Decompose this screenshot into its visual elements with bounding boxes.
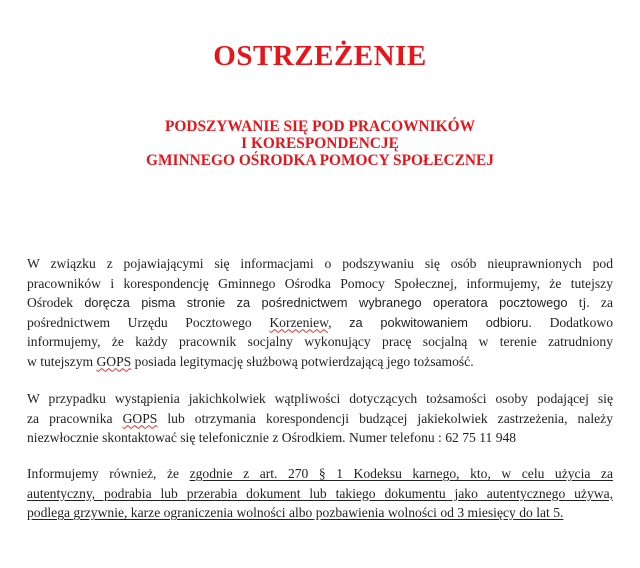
paragraph-contact-info <box>27 389 613 448</box>
receipt-confirmation-text: za pokwitowaniem odbioru. <box>349 314 532 330</box>
delivery-method-text: doręcza pisma stronie za pośrednictwem wybranego operatora pocztowego <box>84 295 568 310</box>
gops-abbrev: GOPS <box>122 410 158 426</box>
post-office-name: Korzeniew <box>269 314 329 330</box>
text-line: niezwłocznie skontaktować się telefonicznie z Ośrodkiem. Numer telefonu : 62 75 11 948 <box>27 430 517 445</box>
subtitle-line: GMINNEGO OŚRODKA POMOCY SPOŁECZNEJ <box>146 152 494 169</box>
text-line <box>27 313 613 333</box>
text-segment: tj. za <box>578 295 613 310</box>
legal-citation-line: autentyczny, podrabia lub przerabia dokument lub takiego dokumentu jako autentycznego używa, <box>27 485 613 501</box>
warning-title: OSTRZEŻENIE <box>213 40 427 72</box>
text-line <box>27 352 613 372</box>
text-segment: za pracownika <box>27 410 113 426</box>
text-segment: posiada legitymację służbową potwierdzającą jego tożsamość. <box>134 353 474 369</box>
text-segment: Informujemy również, że <box>27 466 180 481</box>
text-segment: lub otrzymania korespondencji budzącej jakiekolwiek zastrzeżenia, należy <box>167 410 613 426</box>
text-line: informujemy, że każdy pracownik socjalny wykonujący pracę socjalną w terenie zatrudniony <box>27 334 613 349</box>
text-segment: Ośrodek <box>27 295 74 310</box>
text-segment: pośrednictwem Urzędu Pocztowego <box>27 314 252 330</box>
text-segment: Dodatkowo <box>549 314 613 330</box>
text-segment: , <box>328 314 332 330</box>
paragraph-impersonation-info <box>27 254 613 371</box>
subtitle-line: I KORESPONDENCJĘ <box>241 135 399 152</box>
text-line <box>27 464 613 484</box>
legal-citation: zgodnie z art. 270 § 1 Kodeksu karnego, kto, w celu użycia za <box>189 466 613 481</box>
text-line: W związku z pojawiającymi się informacjami o podszywaniu się osób nieuprawnionych pod <box>27 256 613 271</box>
legal-citation-line: podlega grzywnie, karze ograniczenia wolności albo pozbawienia wolności od 3 miesięcy do lat 5. <box>27 505 564 520</box>
warning-subtitle <box>0 118 640 169</box>
gops-abbrev: GOPS <box>96 353 132 369</box>
subtitle-line: PODSZYWANIE SIĘ POD PRACOWNIKÓW <box>165 118 475 135</box>
text-line <box>27 293 613 313</box>
paragraph-legal-notice <box>27 464 613 523</box>
text-segment: w tutejszym <box>27 353 94 369</box>
text-line <box>27 409 613 429</box>
text-line: W przypadku wystąpienia jakichkolwiek wątpliwości dotyczących tożsamości osoby podającej się <box>27 391 613 406</box>
text-line: pracowników i korespondencję Gminnego Ośrodka Pomocy Społecznej, informujemy, że tutejszy <box>27 275 613 291</box>
